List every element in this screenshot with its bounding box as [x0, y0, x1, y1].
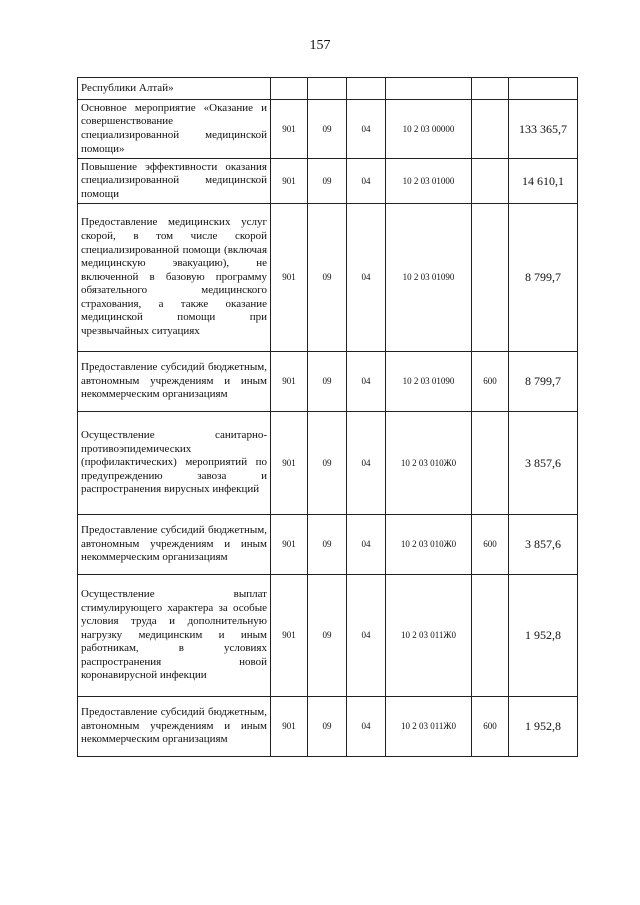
amount	[509, 78, 578, 100]
expense-type-code	[472, 204, 509, 352]
section-code	[308, 78, 347, 100]
row-name: Осуществление выплат стимулирующего характера за особые условия труда и дополнительную нагрузку медицинским и иным работникам, в условиях распространения новой коронавирусной инфекции	[78, 575, 271, 697]
amount: 8 799,7	[509, 352, 578, 412]
admin-code: 901	[271, 412, 308, 515]
section-code: 09	[308, 100, 347, 159]
subsection-code: 04	[347, 204, 386, 352]
expense-type-code: 600	[472, 352, 509, 412]
amount: 8 799,7	[509, 204, 578, 352]
target-article-code	[386, 78, 472, 100]
table-row	[78, 204, 578, 352]
subsection-code: 04	[347, 697, 386, 757]
admin-code: 901	[271, 352, 308, 412]
subsection-code: 04	[347, 159, 386, 204]
target-article-code: 10 2 03 00000	[386, 100, 472, 159]
section-code: 09	[308, 412, 347, 515]
table-row	[78, 575, 578, 697]
row-name: Предоставление субсидий бюджетным, автономным учреждениям и иным некоммерческим организациям	[78, 697, 271, 757]
target-article-code: 10 2 03 011Ж0	[386, 575, 472, 697]
table-row	[78, 412, 578, 515]
row-name: Осуществление санитарно-противоэпидемических (профилактических) мероприятий по предупреждению завоза и распространения вирусных инфекций	[78, 412, 271, 515]
table-row	[78, 100, 578, 159]
row-name: Предоставление субсидий бюджетным, автономным учреждениям и иным некоммерческим организациям	[78, 515, 271, 575]
table-row	[78, 78, 578, 100]
expense-type-code: 600	[472, 515, 509, 575]
table-row	[78, 159, 578, 204]
row-name: Предоставление субсидий бюджетным, автономным учреждениям и иным некоммерческим организациям	[78, 352, 271, 412]
section-code: 09	[308, 204, 347, 352]
subsection-code: 04	[347, 412, 386, 515]
amount: 133 365,7	[509, 100, 578, 159]
amount: 3 857,6	[509, 515, 578, 575]
section-code: 09	[308, 159, 347, 204]
subsection-code: 04	[347, 575, 386, 697]
admin-code	[271, 78, 308, 100]
subsection-code	[347, 78, 386, 100]
amount: 1 952,8	[509, 697, 578, 757]
expense-type-code: 600	[472, 697, 509, 757]
admin-code: 901	[271, 204, 308, 352]
amount: 1 952,8	[509, 575, 578, 697]
expense-type-code	[472, 575, 509, 697]
expense-type-code	[472, 100, 509, 159]
row-name: Повышение эффективности оказания специализированной медицинской помощи	[78, 159, 271, 204]
admin-code: 901	[271, 575, 308, 697]
row-name: Основное мероприятие «Оказание и совершенствование специализированной медицинской помощи»	[78, 100, 271, 159]
expense-type-code	[472, 78, 509, 100]
budget-table	[77, 77, 578, 757]
table-row	[78, 697, 578, 757]
admin-code: 901	[271, 159, 308, 204]
page-number: 157	[309, 38, 331, 53]
row-name: Республики Алтай»	[78, 78, 271, 100]
admin-code: 901	[271, 697, 308, 757]
row-name: Предоставление медицинских услуг скорой, в том числе скорой специализированной помощи (включая медицинскую эвакуацию), не включенной в базовую программу обязательного медицинского страхования, а также оказание медицинской помощи при чрезвычайных ситуациях	[78, 204, 271, 352]
admin-code: 901	[271, 100, 308, 159]
admin-code: 901	[271, 515, 308, 575]
target-article-code: 10 2 03 010Ж0	[386, 515, 472, 575]
subsection-code: 04	[347, 352, 386, 412]
section-code: 09	[308, 352, 347, 412]
expense-type-code	[472, 412, 509, 515]
target-article-code: 10 2 03 01090	[386, 204, 472, 352]
target-article-code: 10 2 03 01090	[386, 352, 472, 412]
expense-type-code	[472, 159, 509, 204]
subsection-code: 04	[347, 515, 386, 575]
section-code: 09	[308, 515, 347, 575]
table-row	[78, 515, 578, 575]
section-code: 09	[308, 697, 347, 757]
table-row	[78, 352, 578, 412]
target-article-code: 10 2 03 011Ж0	[386, 697, 472, 757]
target-article-code: 10 2 03 010Ж0	[386, 412, 472, 515]
amount: 14 610,1	[509, 159, 578, 204]
target-article-code: 10 2 03 01000	[386, 159, 472, 204]
amount: 3 857,6	[509, 412, 578, 515]
subsection-code: 04	[347, 100, 386, 159]
section-code: 09	[308, 575, 347, 697]
